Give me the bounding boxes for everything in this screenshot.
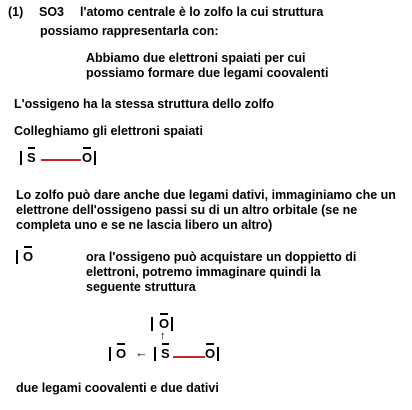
sulfur-lone-pair: [20, 151, 22, 165]
top-oxygen-lone-pair-left: [151, 317, 153, 331]
top-oxygen-lone-pair-right: [171, 317, 173, 331]
oxygen-symbol: O: [82, 150, 92, 165]
sulfur-symbol: S: [27, 150, 36, 165]
oxygen-symbol: O: [23, 249, 33, 264]
right-oxygen-symbol: O: [205, 346, 215, 361]
lewis-structure-so3: [104, 314, 234, 366]
paragraph-unpaired-electrons: Abbiamo due elettroni spaiati per cui possiamo formare due legami coovalenti: [86, 51, 329, 80]
top-oxygen-symbol: O: [159, 316, 169, 331]
molecule-formula: SO3: [39, 5, 65, 19]
left-oxygen-symbol: O: [116, 346, 126, 361]
lewis-structure-so: [20, 148, 110, 170]
lewis-oxygen: [16, 247, 46, 269]
paragraph-electron-pair: ora l'ossigeno può acquistare un doppietto di elettroni, potremo immaginare quindi la seguente struttura: [86, 250, 357, 294]
right-oxygen-lone-pair: [217, 347, 219, 361]
covalent-bond: [41, 159, 81, 161]
item-number: (1): [8, 5, 24, 19]
paragraph-dative-bonds: Lo zolfo può dare anche due legami dativi, immaginiamo che un elettrone dell'ossigeno passi su di un altro orbitale (se ne completa uno e se ne lascia libero un altro): [16, 188, 396, 232]
sulfur-lone-pair: [154, 347, 156, 361]
dative-arrow-left: ←: [135, 345, 148, 360]
intro-line-2: possiamo rappresentarla con:: [40, 24, 219, 38]
covalent-bond: [173, 356, 205, 358]
sulfur-symbol: S: [161, 346, 170, 361]
left-oxygen-lone-pair: [109, 347, 111, 361]
oxygen-lone-pair: [94, 151, 96, 165]
oxygen-lone-pair-left: [16, 250, 18, 264]
paragraph-oxygen-structure: L'ossigeno ha la stessa struttura dello zolfo: [14, 97, 274, 111]
intro-line-1: l'atomo centrale è lo zolfo la cui struttura: [80, 5, 324, 19]
paragraph-connect-electrons: Colleghiamo gli elettroni spaiati: [14, 124, 203, 138]
conclusion-text: due legami coovalenti e due dativi: [16, 381, 219, 395]
dative-arrow-up: ↑: [160, 330, 166, 342]
